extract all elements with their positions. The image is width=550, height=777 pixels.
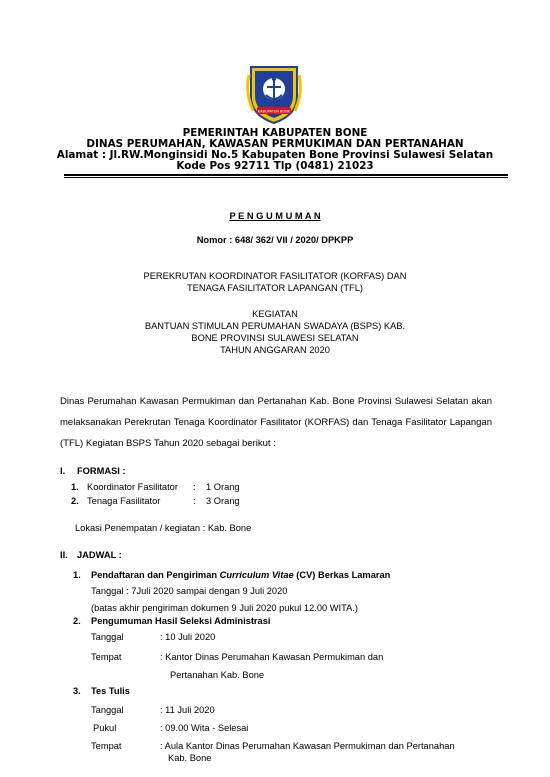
jadwal-item-3-time-value: : 09.00 Wita - Selesai — [160, 723, 249, 733]
jadwal-item-3-title: Tes Tulis — [91, 686, 130, 696]
jadwal-item-3-place-value-2: Kab. Bone — [168, 753, 212, 763]
jadwal-item-2-title: Pengumuman Hasil Seleksi Administrasi — [91, 616, 271, 626]
letterhead-rule-thin — [64, 177, 508, 178]
jadwal-item-1-number: 1. — [73, 570, 81, 580]
intro-paragraph: Dinas Perumahan Kawasan Permukiman dan Pertanahan Kab. Bone Provinsi Sulawesi Selatan akan melaksanakan Perekrutan Tenaga Koordinator Fasilitator (KORFAS) dan Tenaga Fasilitator Lapangan (TFL) Kegiatan BSPS Tahun 2020 sebagai berikut : — [60, 396, 492, 449]
activity-line-1: BANTUAN STIMULAN PERUMAHAN SWADAYA (BSPS) KAB. — [144, 321, 406, 331]
announcement-title: P E N G U M U M A N — [229, 211, 321, 221]
formasi-number: I. — [60, 466, 66, 476]
formasi-title: FORMASI : — [77, 466, 126, 476]
jadwal-title: JADWAL : — [77, 550, 122, 560]
jadwal-item-3-place-label: Tempat — [91, 741, 122, 751]
activity-line-3: TAHUN ANGGARAN 2020 — [220, 345, 330, 355]
formasi-item-1-number: 1. — [71, 482, 79, 492]
formasi-item-2-value: 3 Orang — [206, 496, 240, 506]
jadwal-item-3-place-value-1: : Aula Kantor Dinas Perumahan Kawasan Permukiman dan Pertanahan — [160, 741, 455, 751]
letterhead-line-1: PEMERINTAH KABUPATEN BONE — [182, 127, 368, 139]
jadwal-item-2-number: 2. — [73, 616, 81, 626]
announcement-number: Nomor : 648/ 362/ VII / 2020/ DPKPP — [196, 235, 354, 245]
formasi-item-1-sep: : — [193, 482, 196, 492]
subject-line-1: PEREKRUTAN KOORDINATOR FASILITATOR (KORFAS) DAN — [143, 271, 407, 281]
jadwal-item-2-date-label: Tanggal — [91, 632, 124, 642]
jadwal-item-2-date-value: : 10 Juli 2020 — [160, 632, 216, 642]
activity-label: KEGIATAN — [252, 309, 298, 319]
jadwal-item-3-number: 3. — [73, 686, 81, 696]
formasi-item-2-number: 2. — [71, 496, 79, 506]
jadwal-item-2-place-label: Tempat — [91, 652, 122, 662]
jadwal-item-3-date-value: : 11 Juli 2020 — [160, 705, 215, 715]
formasi-location: Lokasi Penempatan / kegiatan : Kab. Bone — [75, 523, 252, 533]
jadwal-item-3-date-label: Tanggal — [91, 705, 124, 715]
formasi-item-1-value: 1 Orang — [206, 482, 240, 492]
jadwal-item-3-time-label: Pukul — [93, 723, 117, 733]
letterhead-line-2: DINAS PERUMAHAN, KAWASAN PERMUKIMAN DAN PERTANAHAN — [86, 138, 464, 150]
jadwal-item-2-place-value-1: : Kantor Dinas Perumahan Kawasan Permukiman dan — [160, 652, 384, 662]
letterhead-address: Alamat : Jl.RW.Monginsidi No.5 Kabupaten Bone Provinsi Sulawesi Selatan — [56, 149, 494, 161]
jadwal-number: II. — [60, 550, 68, 560]
formasi-item-1-label: Koordinator Fasilitator — [87, 482, 178, 492]
jadwal-item-1-date: Tanggal : 7Juli 2020 sampai dengan 9 Juli 2020 — [91, 586, 288, 596]
letterhead-rule-thick — [64, 174, 508, 176]
jadwal-item-1-deadline: (batas akhir pengiriman dokumen 9 Juli 2020 pukul 12.00 WITA.) — [91, 603, 358, 613]
letterhead-postal: Kode Pos 92711 Tlp (0481) 21023 — [176, 160, 374, 172]
jadwal-item-1-title: Pendaftaran dan Pengiriman Curriculum Vitae (CV) Berkas Lamaran — [91, 570, 391, 580]
formasi-item-2-sep: : — [193, 496, 196, 506]
activity-line-2: BONE PROVINSI SULAWESI SELATAN — [191, 333, 359, 343]
emblem-ribbon-text: KABUPATEN BONE — [257, 109, 291, 114]
jadwal-item-2-place-value-2: Pertanahan Kab. Bone — [170, 670, 265, 680]
formasi-item-2-label: Tenaga Fasilitator — [87, 496, 161, 506]
subject-line-2: TENAGA FASILITATOR LAPANGAN (TFL) — [187, 283, 363, 293]
regency-emblem-icon — [245, 63, 303, 127]
